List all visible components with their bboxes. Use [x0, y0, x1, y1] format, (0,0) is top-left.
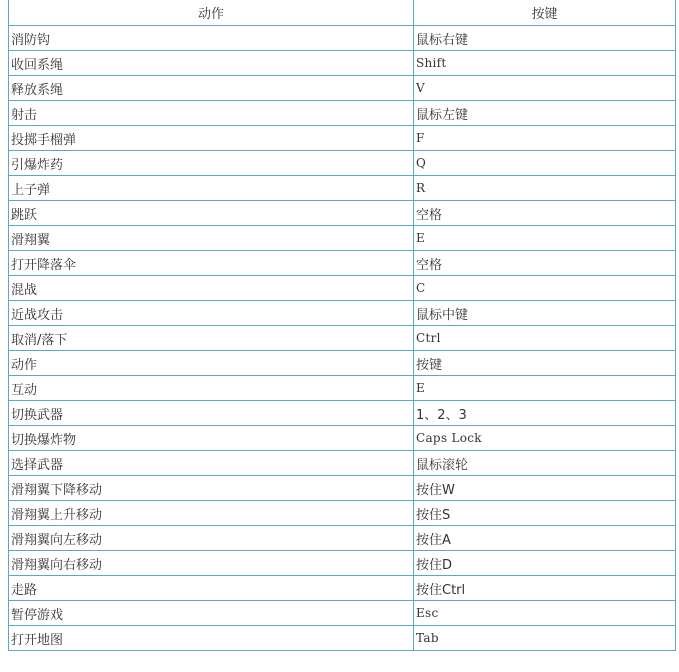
action-cell: 暂停游戏 — [9, 601, 414, 626]
action-cell: 混战 — [9, 276, 414, 301]
table-row — [9, 626, 676, 651]
table-row — [9, 176, 676, 201]
action-cell: 近战攻击 — [9, 301, 414, 326]
table-row — [9, 51, 676, 76]
action-cell: 引爆炸药 — [9, 151, 414, 176]
table-row — [9, 226, 676, 251]
action-cell: 互动 — [9, 376, 414, 401]
table-row — [9, 276, 676, 301]
key-cell: 1、2、3 — [414, 401, 676, 426]
table-row — [9, 476, 676, 501]
table-row — [9, 101, 676, 126]
action-cell: 上子弹 — [9, 176, 414, 201]
table-row — [9, 401, 676, 426]
action-cell: 射击 — [9, 101, 414, 126]
action-cell: 选择武器 — [9, 451, 414, 476]
action-cell: 跳跃 — [9, 201, 414, 226]
key-cell: V — [414, 76, 676, 101]
key-cell: 按住D — [414, 551, 676, 576]
key-cell: 鼠标中键 — [414, 301, 676, 326]
action-cell: 切换武器 — [9, 401, 414, 426]
table-row — [9, 501, 676, 526]
key-cell: E — [414, 376, 676, 401]
key-cell: Caps Lock — [414, 426, 676, 451]
key-cell: 按住A — [414, 526, 676, 551]
table-row — [9, 551, 676, 576]
key-cell: Esc — [414, 601, 676, 626]
table-row — [9, 376, 676, 401]
key-cell: 鼠标左键 — [414, 101, 676, 126]
key-cell: Shift — [414, 51, 676, 76]
key-cell: 空格 — [414, 251, 676, 276]
key-cell: 按住W — [414, 476, 676, 501]
key-cell: 鼠标右键 — [414, 26, 676, 51]
table-row — [9, 126, 676, 151]
action-cell: 消防钩 — [9, 26, 414, 51]
keybinding-table — [8, 0, 676, 651]
table-row — [9, 76, 676, 101]
table-row — [9, 201, 676, 226]
action-cell: 取消/落下 — [9, 326, 414, 351]
action-cell: 滑翔翼 — [9, 226, 414, 251]
key-cell: 按键 — [414, 351, 676, 376]
key-cell: 按住Ctrl — [414, 576, 676, 601]
table-row — [9, 326, 676, 351]
action-cell: 滑翔翼向左移动 — [9, 526, 414, 551]
key-cell: E — [414, 226, 676, 251]
table-row — [9, 601, 676, 626]
table-row — [9, 251, 676, 276]
table-row — [9, 351, 676, 376]
action-cell: 收回系绳 — [9, 51, 414, 76]
key-cell: Ctrl — [414, 326, 676, 351]
table-row — [9, 451, 676, 476]
action-cell: 动作 — [9, 351, 414, 376]
table-row — [9, 426, 676, 451]
key-cell: F — [414, 126, 676, 151]
action-cell: 打开降落伞 — [9, 251, 414, 276]
header-key: 按键 — [414, 0, 676, 26]
table-row — [9, 26, 676, 51]
table-row — [9, 151, 676, 176]
action-cell: 投掷手榴弹 — [9, 126, 414, 151]
action-cell: 滑翔翼下降移动 — [9, 476, 414, 501]
action-cell: 释放系绳 — [9, 76, 414, 101]
action-cell: 滑翔翼上升移动 — [9, 501, 414, 526]
table-row — [9, 576, 676, 601]
key-cell: Tab — [414, 626, 676, 651]
key-cell: Q — [414, 151, 676, 176]
key-cell: C — [414, 276, 676, 301]
table-row — [9, 301, 676, 326]
action-cell: 走路 — [9, 576, 414, 601]
key-cell: R — [414, 176, 676, 201]
table-row — [9, 526, 676, 551]
table-header-row — [9, 0, 676, 26]
table-body — [9, 26, 676, 651]
header-action: 动作 — [9, 0, 414, 26]
action-cell: 切换爆炸物 — [9, 426, 414, 451]
key-cell: 鼠标滚轮 — [414, 451, 676, 476]
action-cell: 打开地图 — [9, 626, 414, 651]
key-cell: 按住S — [414, 501, 676, 526]
action-cell: 滑翔翼向右移动 — [9, 551, 414, 576]
key-cell: 空格 — [414, 201, 676, 226]
